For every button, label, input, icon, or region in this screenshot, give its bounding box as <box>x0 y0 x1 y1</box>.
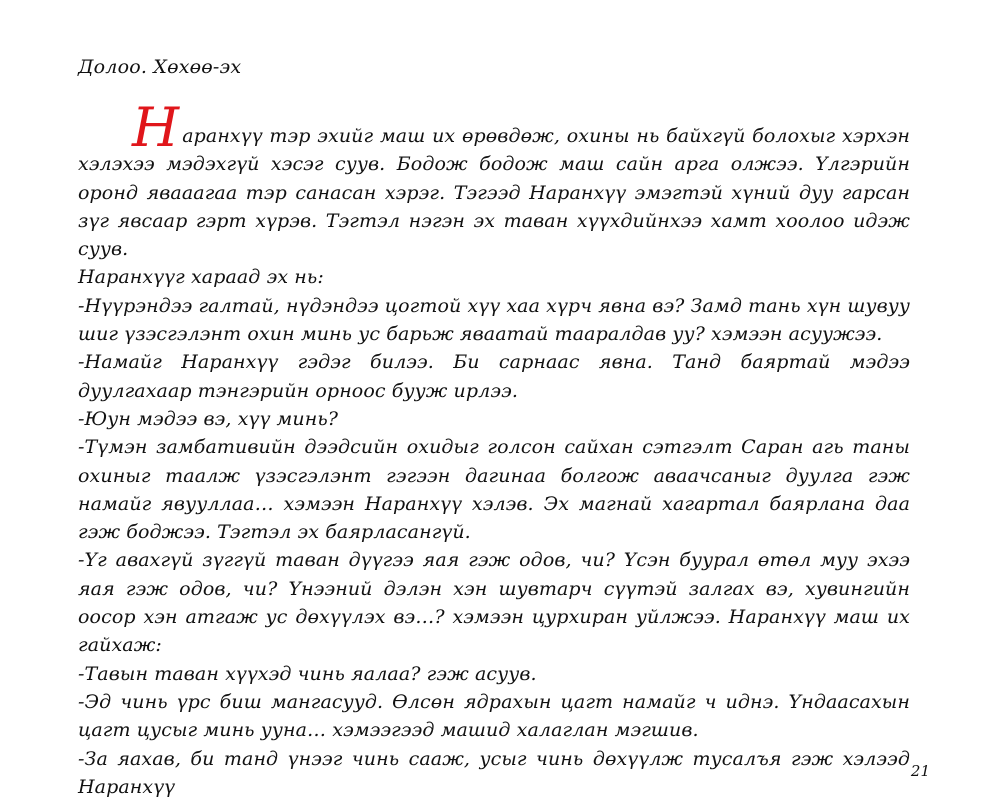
chapter-title: Долоо. Хөхөө-эх <box>78 56 242 78</box>
page-number: 21 <box>910 762 930 780</box>
paragraph: -Үг авахгүй зүггүй таван дүүгээ яая гэж одов, чи? Үсэн буурал өтөл муу эхээ яая гэж одов, чи? Үнээний дэлэн хэн шувтарч сүүтэй залгах вэ, хувингийн оосор хэн атгаж ус дөхүүлэх вэ…? хэмээн цурхиран уйлжээ. Наранхүү маш их гайхаж: <box>78 549 910 657</box>
paragraph: -Эд чинь үрс биш мангасууд. Өлсөн ядрахын цагт намайг ч иднэ. Үндаасахын цагт цусыг минь ууна… хэмээгээд машид халаглан мэгшив. <box>78 690 910 742</box>
paragraph: Наранхүүг хараад эх нь: <box>78 266 324 289</box>
paragraph: -Түмэн замбативийн дээдсийн охидыг голсон сайхан сэтгэлт Саран агь таны охиныг таалж үзэсгэлэнт гэгээн дагинаа болгож аваачсаныг дуулга гэж намайг явууллаа… хэмээн Наранхүү хэлэв. Эх магнай хагартал баярлана даа гэж бoджээ. Тэгтэл эх баярласангүй. <box>78 436 910 544</box>
paragraph: -Тавын таван хүүхэд чинь яалаа? гэж асуув. <box>78 662 537 685</box>
paragraph: -Намайг Наранхүү гэдэг билээ. Би сарнаас явна. Танд баяртай мэдээ дуулгахаар тэнгэрийн орноос бууж ирлээ. <box>78 351 910 402</box>
paragraph: -Юун мэдээ вэ, хүү минь? <box>78 407 339 430</box>
first-paragraph <box>78 96 910 263</box>
drop-cap: Н <box>132 96 180 159</box>
first-paragraph-text: аранхүү тэр эхийг маш их өрөвдөж, охины нь байхгүй болохыг хэрхэн хэлэхээ мэдэхгүй хэсэг суув. Бодож бодож маш сайн арга олжээ. Үлгэрийн оронд явааагаа тэр санасан хэрэг. Тэгээд Наранхүү эмэгтэй хүний дуу гарсан зүг явсаар гэрт хүрэв. Тэгтэл нэгэн эх таван хүүхдийнхээ хамт хоолоо идэж суув. <box>78 125 910 261</box>
paragraph: -Нүүрэндээ галтай, нүдэндээ цогтой хүү хаа хүрч явна вэ? Замд тань хүн шувуу шиг үзэсгэлэнт охин минь ус барьж яваатай тааралдав уу? хэмээн асуужээ. <box>78 294 910 346</box>
body-text <box>78 96 910 801</box>
paragraph: -За яахав, би танд үнээг чинь сааж, усыг чинь дөхүүлж тусалъя гэж хэлээд Наранхүү <box>78 747 910 798</box>
